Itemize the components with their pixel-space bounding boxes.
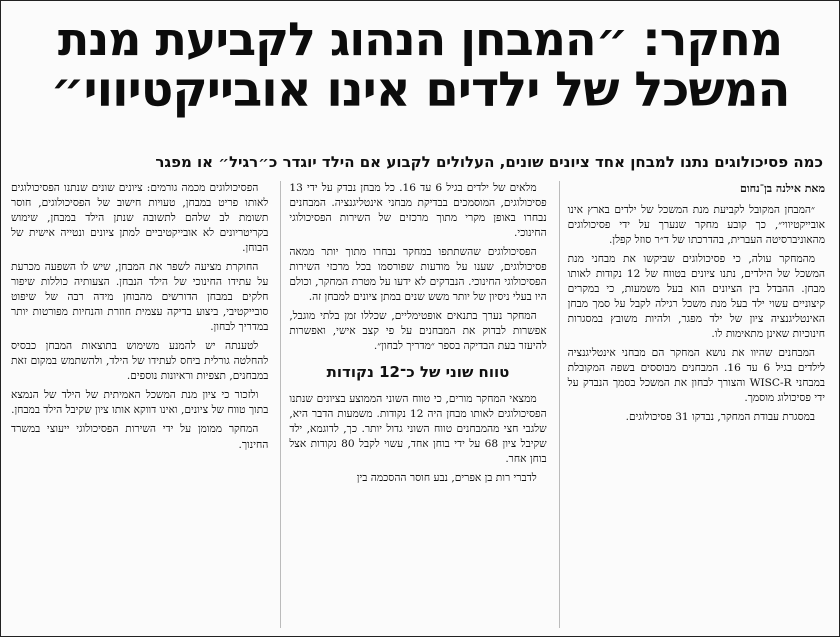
paragraph: המחקר ממומן על ידי השירות הפסיכולוגי ייעוצי במשרד החינוך. bbox=[11, 423, 269, 451]
subheadline: כמה פסיכולוגים נתנו למבחן אחד ציונים שונים, העלולים לקבוע אם הילד יוגדר כ״רגיל״ או מפגר bbox=[155, 153, 823, 171]
headline bbox=[11, 12, 829, 119]
article-columns bbox=[11, 181, 825, 628]
paragraph: המבחנים שהיוו את נושא המחקר הם מבחני אינטליגנציה לילדים בגיל 6 עד 16. המבחנים מבוססים בשפה המקובלת במבחני WISC-R והצורך לבחון את המשכל בסמך הנבדק על ידי פסיכולוג מוסמך. bbox=[567, 346, 825, 404]
paragraph: ממצאי המחקר מורים, כי טווח השוני הממוצע בציונים שנתנו הפסיכולוגים לאותו מבחן היה 12 נקודות. משמעות הדבר היא, שלגבי חצי מהמבחנים טווח השוני גדול יותר. כך, לדוגמא, ילד שקיבל ציון 68 על ידי בוחן אחד, עשוי לקבל 80 נקודות אצל בוחן אחר. bbox=[289, 392, 547, 465]
paragraph: החוקרת מציעה לשפר את המבחן, שיש לו השפעה מכרעת על עתידו החינוכי של הילד הנבחן. הצעותיה כוללות שיפור חלקים במבחן הדורשים מהבוחן מידה רבה של שיפוט סובייקטיבי, ביצוע בדיקה עצמית חוזרת והנחיות מפורטות יותר במדריך לבחון. bbox=[11, 261, 269, 334]
column-2 bbox=[280, 181, 546, 628]
paragraph: לדברי רות בן אפרים, נבע חוסר ההסכמה בין bbox=[356, 471, 537, 484]
paragraph: מהמחקר עולה, כי פסיכולוגים שביקשו את מבחני מנת המשכל של הילדים, נתנו ציונים בטווח של 12 נקודות לאותו מבחן. ההבדל בין הציונים הוא בעל משמעות, כי במקרים קיצוניים עשוי ילד בעל מנת משכל רגילה לקבל על סמך מבחן האינטליגנציה ציון של ילד מפגר, ולהיות משובץ במסגרות חינוכיות שאינן מתאימות לו. bbox=[567, 252, 825, 340]
byline: מאת אילנה בן־נחום bbox=[739, 182, 825, 195]
paragraph: המחקר נערך בתנאים אופטימליים, שכללו זמן בלתי מוגבל, אפשרות לבדוק את המבחנים על פי קצב אישי, ואפשרות להיעזר בעת הבדיקה בספר ״מדריך לבחון״. bbox=[289, 310, 547, 353]
paragraph: ולזכור כי ציון מנת המשכל האמיתית של הילד של הנמצא בתוך טווח של ציונים, ואינו דווקא אותו ציון שקיבל הילד במבחן. bbox=[11, 389, 269, 417]
paragraph: לטענתה יש להמנע משימוש בתוצאות המבחן כבסיס להחלטה גורלית ביחס לעתידו של הילד, ולהשתמש במקום זאת במבחנים, תצפיות וראיונות נוספים. bbox=[11, 340, 269, 383]
column-3 bbox=[11, 181, 268, 628]
paragraph: מלאים של ילדים בגיל 6 עד 16. כל מבחן נבדק על ידי 13 פסיכולוגים, המוסמכים בבדיקת מבחני אינטליגנציה. המבחנים נבחרו באופן מקרי מתוך מרכזים של השירות הפסיכולוגי החינוכי. bbox=[289, 182, 547, 240]
column-1 bbox=[559, 181, 825, 628]
headline-line-2: המשכל של ילדים אינו אובייקטיווי״ bbox=[50, 62, 790, 119]
paragraph: הפסיכולוגים שהשתתפו במחקר נבחרו מתוך יותר ממאה פסיכולוגים, שענו על מודעות שפורסמו בכל מרכזי השירות הפסיכולוגי החינוכי. הנבדקים לא ידעו על מטרת המחקר, וכולם היו בעלי ניסיון של יותר משש שנים במתן ציונים למבחן זה. bbox=[289, 246, 547, 304]
paragraph: ״המבחן המקובל לקביעת מנת המשכל של ילדים בארץ אינו אובייקטיווי״, כך קובע מחקר שנערך על ידי פסיכולוגים מהאוניברסיטה העברית, בהדרכתו של ד״ר סוזל קפלן. bbox=[567, 203, 825, 246]
crosshead: טווח שוני של כ־12 נקודות bbox=[326, 363, 510, 382]
headline-line-1: מחקר: ״המבחן הנהוג לקביעת מנת bbox=[57, 12, 783, 66]
paragraph: הפסיכולוגים מכמה גורמים: ציונים שונים שנתנו הפסיכולוגים לאותו פריט במבחן, טעויות חישוב של הפסיכולוגים, חוסר תשומת לב שלהם לתשובה שנתן הילד במבחן, שימוש בקריטריונים לא אובייקטיביים למתן ציונים ונטייה אישית של הבוחן. bbox=[11, 182, 269, 255]
paragraph: במסגרת עבודת המחקר, נבדקו 31 פסיכולוגים. bbox=[625, 411, 815, 424]
